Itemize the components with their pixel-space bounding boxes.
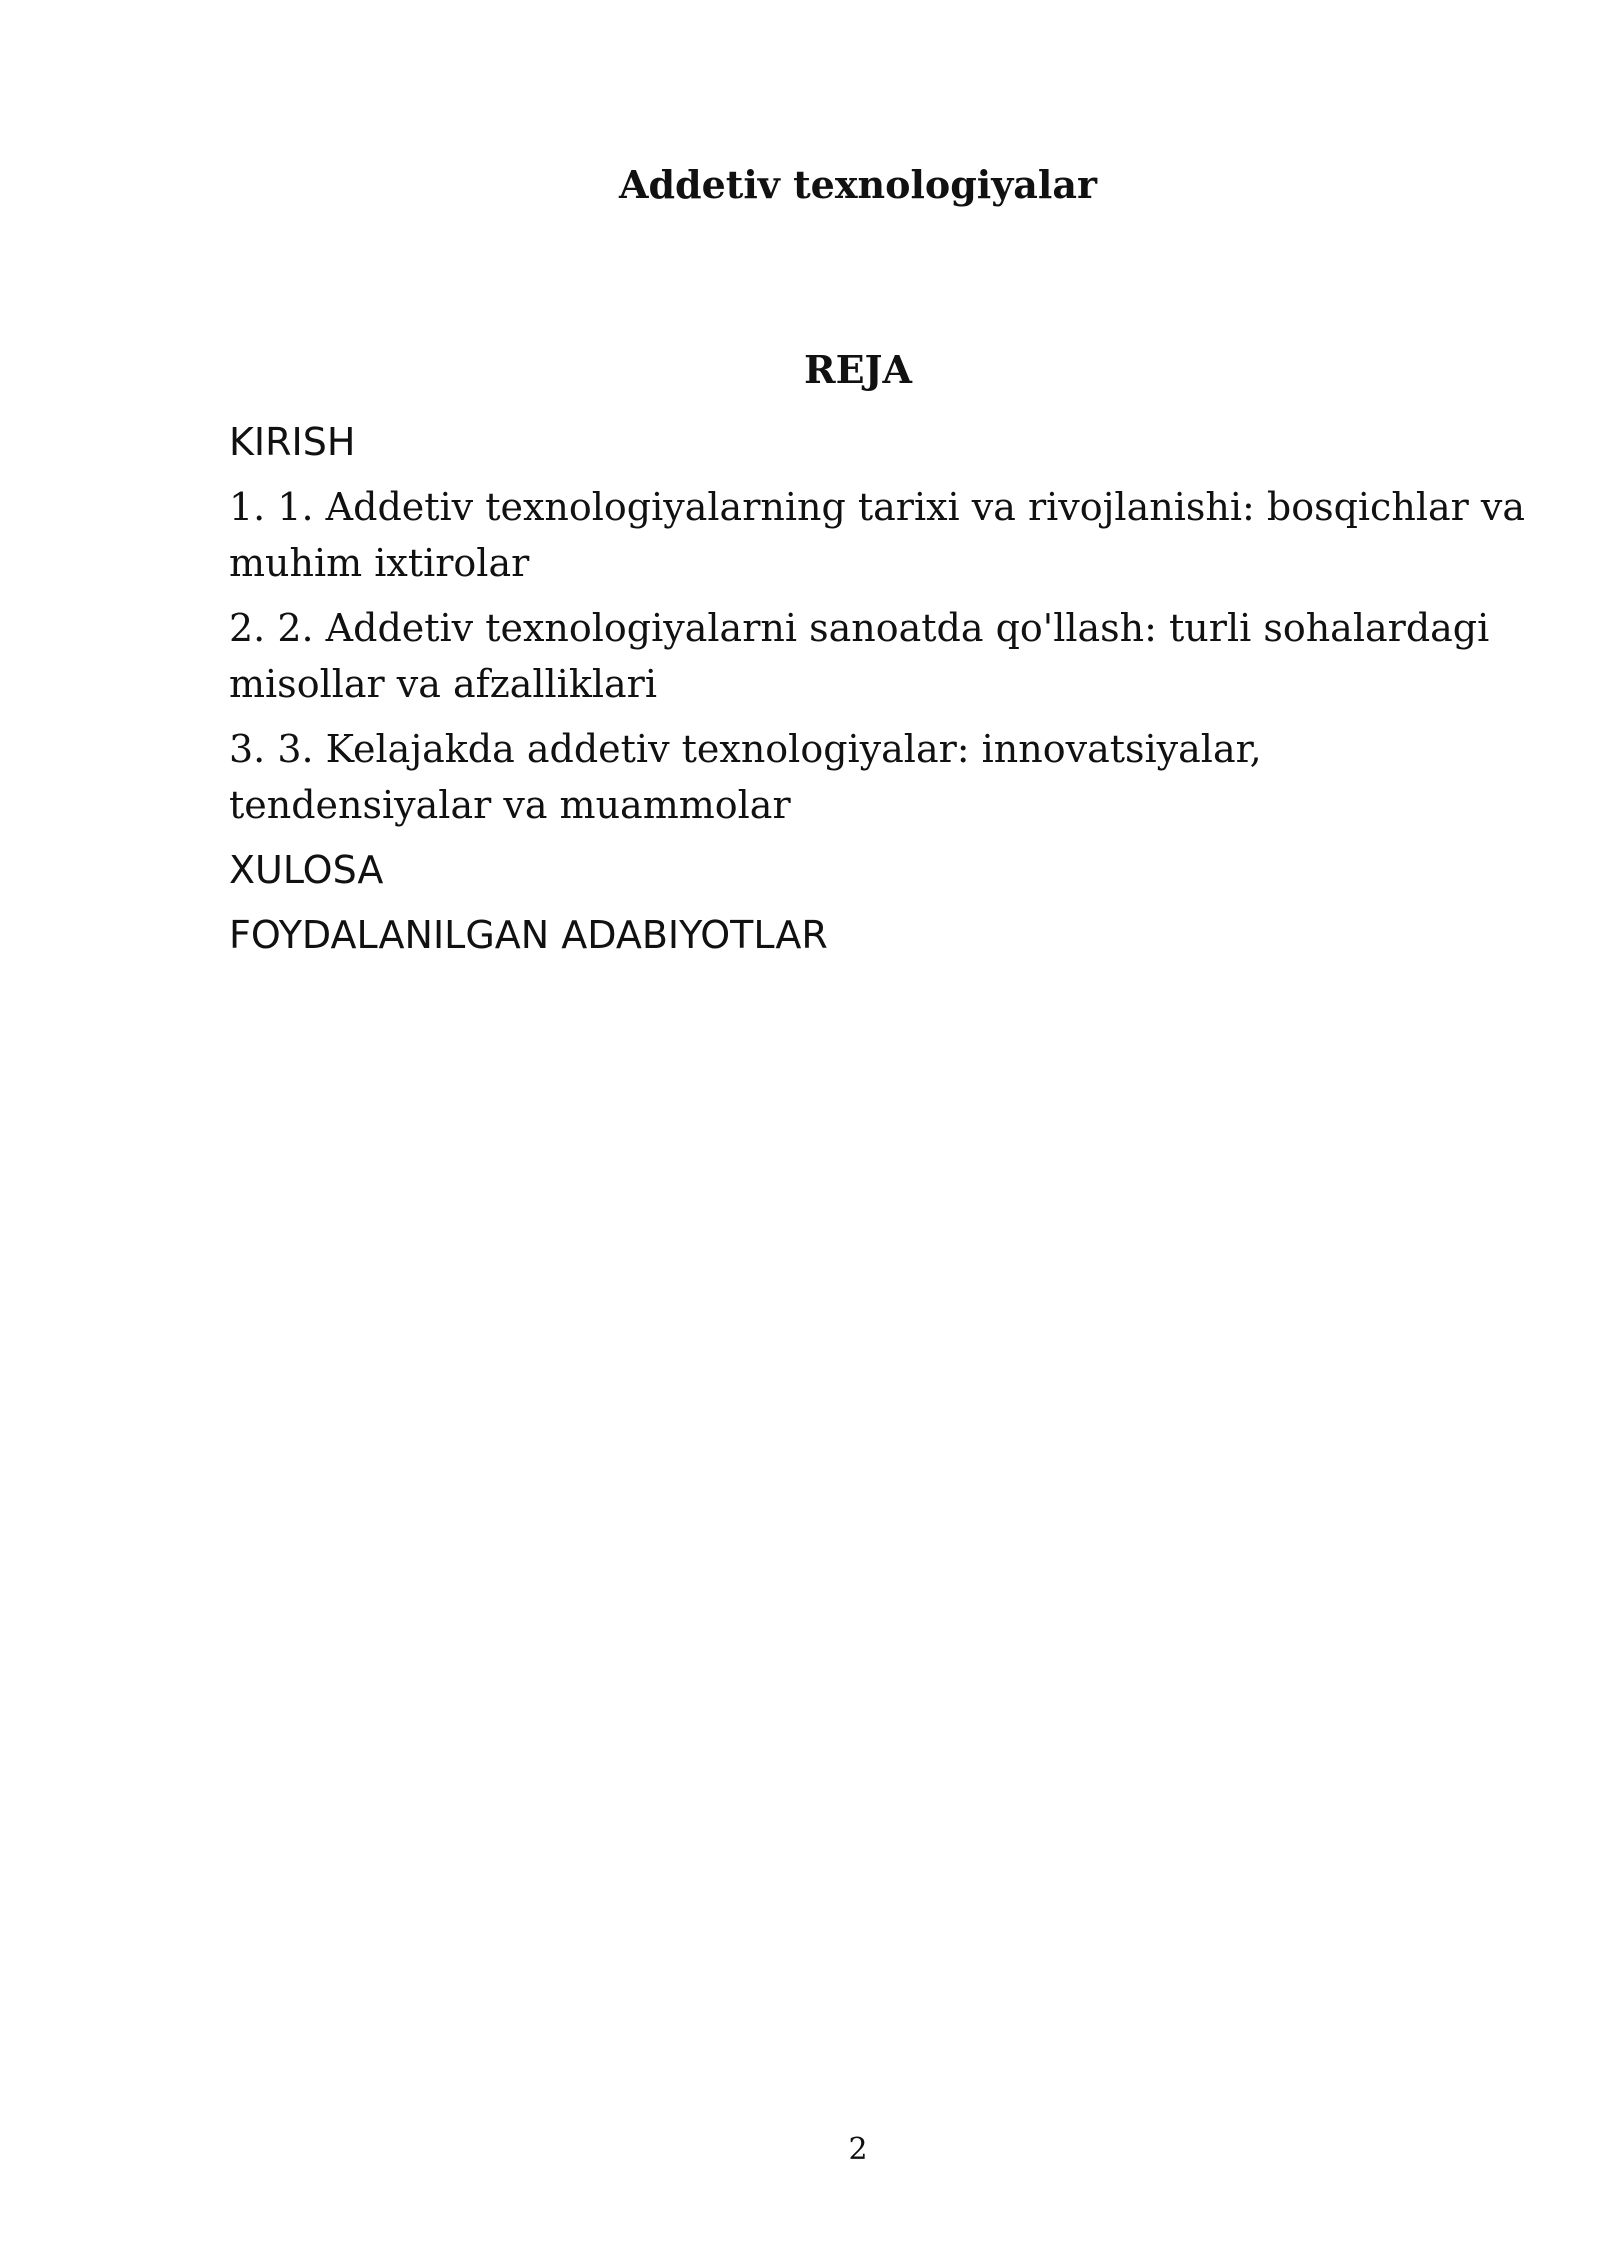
toc-item-conclusion: XULOSA bbox=[229, 848, 384, 892]
document-title: Addetiv texnologiyalar bbox=[618, 162, 1098, 207]
toc-item-chapter-3: 3. 3. Kelajakda addetiv texnologiyalar: innovatsiyalar, tendensiyalar va muammolar bbox=[229, 727, 1262, 827]
toc-item-chapter-1: 1. 1. Addetiv texnologiyalarning tarixi va rivojlanishi: bosqichlar va muhim ixtirolar bbox=[229, 485, 1525, 585]
toc-item-introduction: KIRISH bbox=[229, 420, 356, 464]
toc-item-references: FOYDALANILGAN ADABIYOTLAR bbox=[229, 913, 828, 957]
table-of-contents bbox=[229, 414, 1529, 972]
toc-item-chapter-2: 2. 2. Addetiv texnologiyalarni sanoatda qo'llash: turli sohalardagi misollar va afzalliklari bbox=[229, 606, 1490, 706]
plan-heading: REJA bbox=[803, 347, 912, 392]
page-number: 2 bbox=[848, 2132, 868, 2167]
